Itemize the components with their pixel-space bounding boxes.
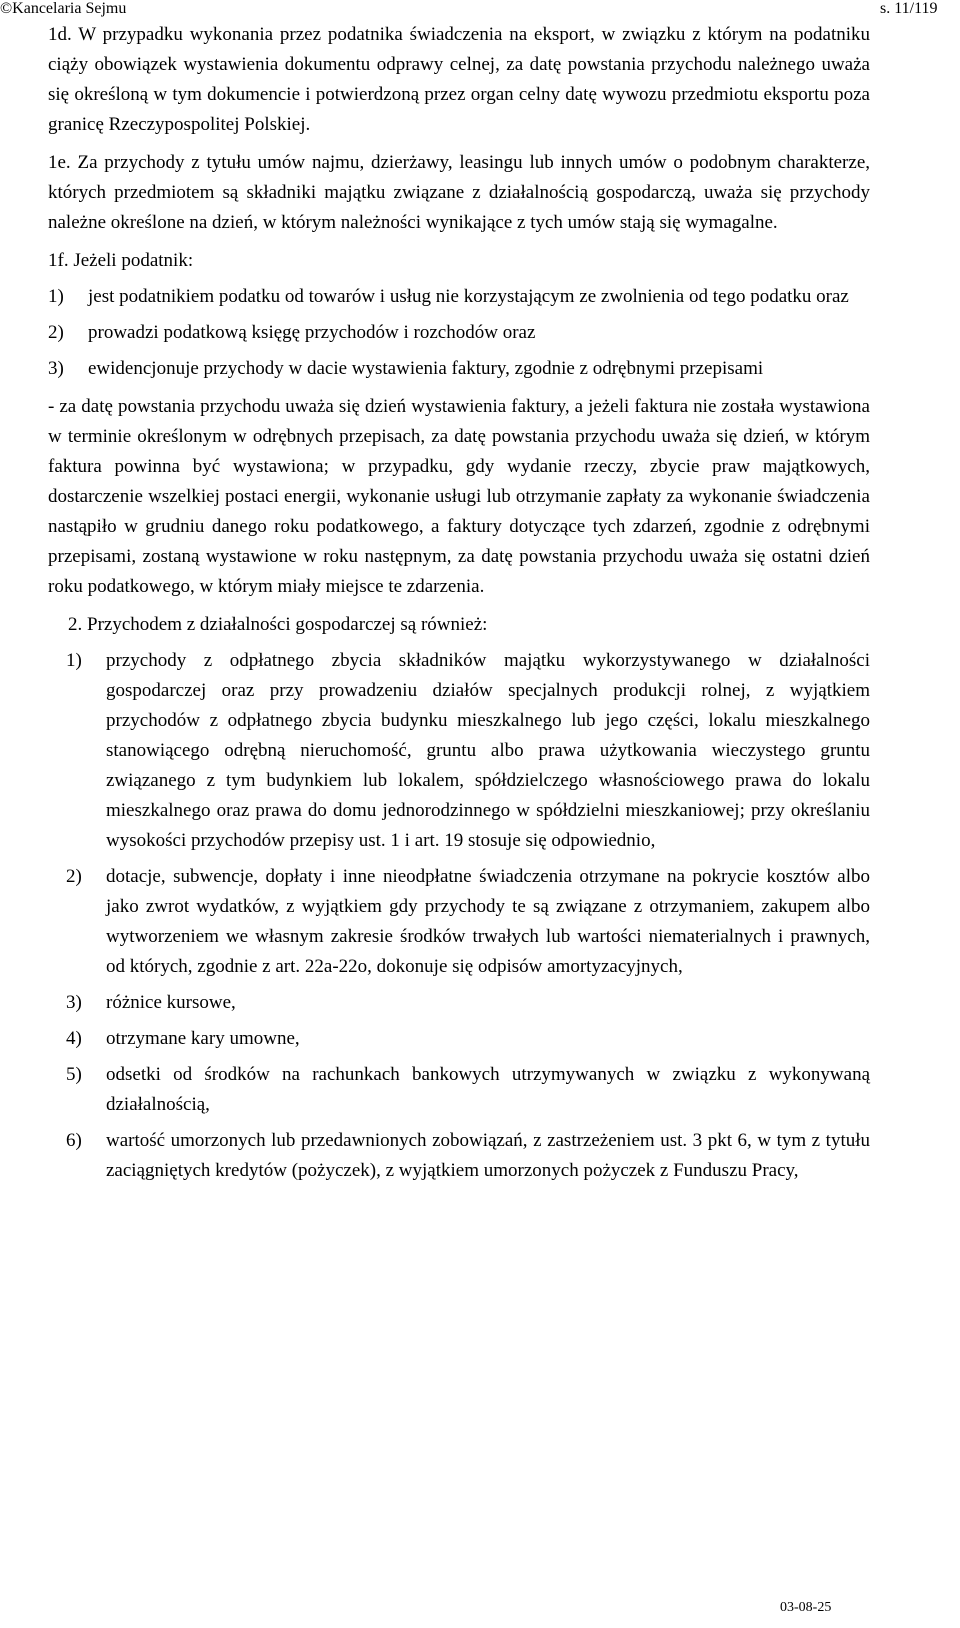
paragraph-1f-trailer: - za datę powstania przychodu uważa się dzień wystawienia faktury, a jeżeli faktura nie została wystawiona w terminie określonym w odrębnych przepisach, za datę powstania przychodu uważa się dzień, w którym faktura powinna być wystawiona; w przypadku, gdy wydanie rzeczy, zbycie praw majątkowych, dostarczenie wszelkiej postaci energii, wykonanie usługi lub otrzymanie zapłaty za wykonanie świadczenia nastąpiło w grudniu danego roku podatkowego, a faktury dotyczące tych zdarzeń, zgodnie z odrębnymi przepisami, zostaną wystawione w roku następnym, za datę powstania przychodu uważa się ostatni dzień roku podatkowego, w którym miały miejsce te zdarzenia. xyxy=(48,396,870,597)
list-item-text: przychody z odpłatnego zbycia składników majątku wykorzystywanego w działalności gospodarczej oraz przy prowadzeniu działów specjalnych produkcji rolnej, z wyjątkiem przychodów z odpłatnego zbycia budynku mieszkalnego lub jego części, lokalu mieszkalnego stanowiącego odrębną nieruchomość, gruntu albo prawa użytkowania wieczystego gruntu związanego z tym budynkiem lub lokalem, spółdzielczego własnościowego prawa do lokalu mieszkalnego oraz prawa do domu jednorodzinnego w spółdzielni mieszkaniowej; przy określaniu wysokości przychodów przepisy ust. 1 i art. 19 stosuje się odpowiednio, xyxy=(106,650,870,851)
list-item-text: odsetki od środków na rachunkach bankowych utrzymywanych w związku z wykonywaną działalnością, xyxy=(106,1064,870,1115)
list-item xyxy=(66,646,870,856)
list-item-text: wartość umorzonych lub przedawnionych zobowiązań, z zastrzeżeniem ust. 3 pkt 6, w tym z tytułu zaciągniętych kredytów (pożyczek), z wyjątkiem umorzonych pożyczek z Funduszu Pracy, xyxy=(106,1130,870,1181)
list-item-number: 1) xyxy=(66,650,82,671)
list-item-text: prowadzi podatkową księgę przychodów i rozchodów oraz xyxy=(88,322,536,343)
list-item xyxy=(66,1126,870,1186)
list-item-text: jest podatnikiem podatku od towarów i usług nie korzystającym ze zwolnienia od tego podatku oraz xyxy=(88,286,849,307)
list-item-number: 5) xyxy=(66,1064,82,1085)
paragraph-1f-list xyxy=(48,282,870,384)
list-item-text: dotacje, subwencje, dopłaty i inne nieodpłatne świadczenia otrzymane na pokrycie kosztów albo jako zwrot wydatków, z wyjątkiem gdy przychody te są związane z otrzymaniem, zakupem albo wytworzeniem we własnym zakresie środków trwałych lub wartości niematerialnych i prawnych, od których, zgodnie z art. 22a-22o, dokonuje się odpisów amortyzacyjnych, xyxy=(106,866,870,977)
list-item-number: 6) xyxy=(66,1130,82,1151)
list-item xyxy=(66,1060,870,1120)
paragraph-1f xyxy=(48,246,870,384)
footer-date: 03-08-25 xyxy=(780,1600,832,1615)
list-item-number: 3) xyxy=(48,358,64,379)
list-item xyxy=(48,318,870,348)
list-item xyxy=(48,354,870,384)
paragraph-1e: 1e. Za przychody z tytułu umów najmu, dzierżawy, leasingu lub innych umów o podobnym charakterze, których przedmiotem są składniki majątku związane z działalnością gospodarczą, uważa się przychody należne określone na dzień, w którym należności wynikające z tych umów stają się wymagalne. xyxy=(48,152,870,233)
paragraph-2 xyxy=(48,610,870,1186)
list-item xyxy=(66,1024,870,1054)
paragraph-2-list xyxy=(48,646,870,1186)
paragraph-2-heading: 2. Przychodem z działalności gospodarczej są również: xyxy=(68,614,488,635)
list-item-number: 3) xyxy=(66,992,82,1013)
list-item-number: 4) xyxy=(66,1028,82,1049)
list-item xyxy=(48,282,870,312)
list-item xyxy=(66,988,870,1018)
list-item-number: 1) xyxy=(48,286,64,307)
list-item-text: różnice kursowe, xyxy=(106,992,236,1013)
list-item-number: 2) xyxy=(66,866,82,887)
header-page-number: s. 11/119 xyxy=(880,0,938,17)
list-item xyxy=(66,862,870,982)
paragraph-1f-label: 1f. Jeżeli podatnik: xyxy=(48,250,194,271)
list-item-text: ewidencjonuje przychody w dacie wystawienia faktury, zgodnie z odrębnymi przepisami xyxy=(88,358,764,379)
header-publisher: ©Kancelaria Sejmu xyxy=(0,0,127,17)
list-item-text: otrzymane kary umowne, xyxy=(106,1028,300,1049)
document-body xyxy=(48,20,870,1186)
paragraph-1d: 1d. W przypadku wykonania przez podatnika świadczenia na eksport, w związku z którym na podatniku ciąży obowiązek wystawienia dokumentu odprawy celnej, za datę powstania przychodu należnego uważa się określoną w tym dokumencie i potwierdzoną przez organ celny datę wywozu przedmiotu eksportu poza granicę Rzeczypospolitej Polskiej. xyxy=(48,24,870,135)
list-item-number: 2) xyxy=(48,322,64,343)
